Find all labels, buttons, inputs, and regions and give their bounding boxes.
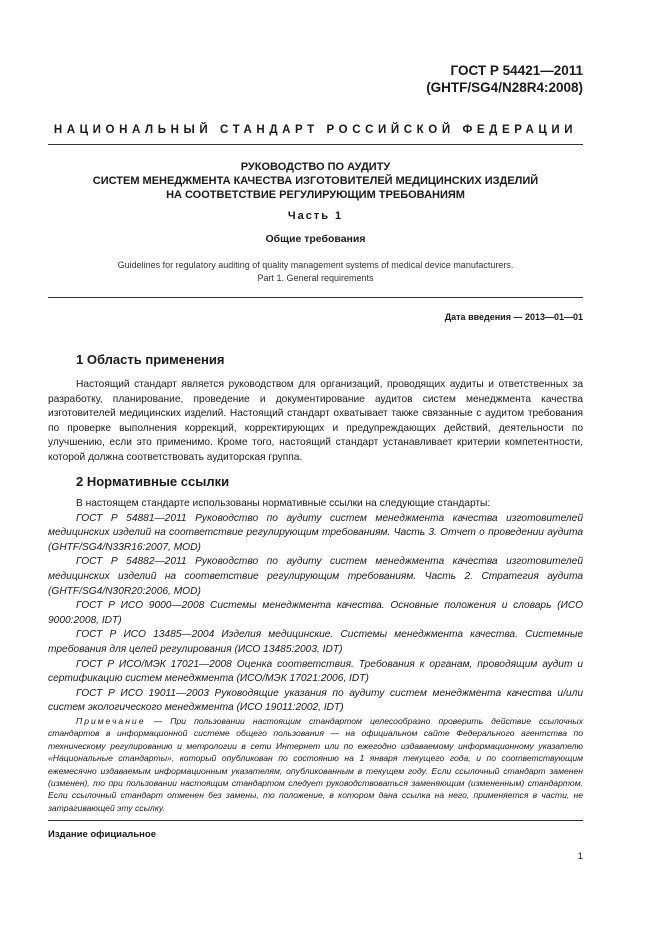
part-label: Часть 1: [287, 210, 344, 222]
edition-label: Издание официальное: [48, 829, 156, 840]
section1-heading: 1 Область применения: [76, 352, 225, 367]
header-divider: [48, 144, 583, 145]
references-intro: В настоящем стандарте использованы нормативные ссылки на следующие стандарты:: [76, 498, 491, 509]
document-title: [48, 160, 583, 202]
reference-item: ГОСТ Р ИСО 19011—2003 Руководящие указания по аудиту систем менеджмента качества и/или систем экологического менеджмента (ИСО 19011:2002, IDT): [48, 687, 583, 714]
note-text: — При пользовании настоящим стандартом целесообразно проверить действие ссылочных стандартов в информационной системе общего пользования — на официальном сайте Федерального агентства по техническому регулированию и метрологии в сети Интернет или по ежегодно издаваемому информационному указателю «Национальные стандарты», который опубликован по состоянию на 1 января текущего года, и по соответствующим ежемесячно издаваемым информационным указателям, опубликованным в текущем году. Если ссылочный стандарт заменен (изменен), то при пользовании настоящим стандартом следует руководствоваться заменяющим (измененным) стандартом. Если ссылочный стандарт отменен без замены, то положение, в котором дана ссылка на него, применяется в части, не затрагивающей эту ссылку.: [48, 716, 583, 813]
introduction-date: Дата введения — 2013—01—01: [444, 312, 583, 322]
document-code-line2: (GHTF/SG4/N28R4:2008): [426, 80, 583, 95]
title-line2: СИСТЕМ МЕНЕДЖМЕНТА КАЧЕСТВА ИЗГОТОВИТЕЛЕЙ МЕДИЦИНСКИХ ИЗДЕЛИЙ: [92, 175, 539, 187]
note-label: Примечание: [76, 716, 146, 726]
english-title-line2: Part 1. General requirements: [257, 273, 374, 283]
english-title-line1: Guidelines for regulatory auditing of quality management systems of medical device manufacturers.: [117, 260, 514, 270]
reference-item: ГОСТ Р 54881—2011 Руководство по аудиту систем менеджмента качества изготовителей медицинских изделий на соответствие регулирующим требованиям. Часть 3. Отчет о проведении аудита (GHTF/SG4/N33R16:2007, MOD): [48, 512, 583, 553]
reference-item: ГОСТ Р 54882—2011 Руководство по аудиту систем менеджмента качества изготовителей медицинских изделий на соответствие регулирующим требованиям. Часть 2. Стратегия аудита (GHTF/SG4/N30R20:2006, MOD): [48, 556, 583, 597]
reference-item: ГОСТ Р ИСО/МЭК 17021—2008 Оценка соответствия. Требования к органам, проводящим аудит и сертификацию систем менеджмента (ИСО/МЭК 17021:2006, IDT): [48, 658, 583, 685]
document-code: [426, 62, 583, 96]
normative-references: [48, 497, 583, 716]
title-line1: РУКОВОДСТВО ПО АУДИТУ: [240, 161, 391, 173]
references-note: [48, 715, 583, 814]
reference-item: ГОСТ Р ИСО 13485—2004 Изделия медицинские. Системы менеджмента качества. Системные требования для целей регулирования (ИСО 13485:2003, IDT): [48, 629, 583, 655]
part-subtitle: Общие требования: [265, 233, 366, 245]
document-code-line1: ГОСТ Р 54421—2011: [450, 63, 583, 78]
title-divider: [48, 297, 583, 298]
section1-text: Настоящий стандарт является руководством для организаций, проводящих аудиты и ответственных за разработку, планирование, проведение и документирование аудитов систем менеджмента качества изготовителей медицинских изделий. Настоящий стандарт охватывает также связанные с аудитом требования по проверке выполнения коррекций, корректирующих и предупреждающих действий, деятельности по улучшению, если это применимо. Кроме того, настоящий стандарт устанавливает критерии компетентности, которой должна соответствовать аудиторская группа.: [48, 379, 583, 463]
section2-heading: 2 Нормативные ссылки: [76, 474, 230, 489]
title-line3: НА СООТВЕТСТВИЕ РЕГУЛИРУЮЩИМ ТРЕБОВАНИЯМ: [166, 189, 465, 201]
english-title: [48, 259, 583, 285]
national-standard-banner: НАЦИОНАЛЬНЫЙ СТАНДАРТ РОССИЙСКОЙ ФЕДЕРАЦИИ: [53, 124, 578, 136]
footer-divider: [48, 820, 583, 821]
page-number: 1: [577, 851, 583, 862]
reference-item: ГОСТ Р ИСО 9000—2008 Системы менеджмента качества. Основные положения и словарь (ИСО 9000:2008, IDT): [48, 600, 583, 626]
